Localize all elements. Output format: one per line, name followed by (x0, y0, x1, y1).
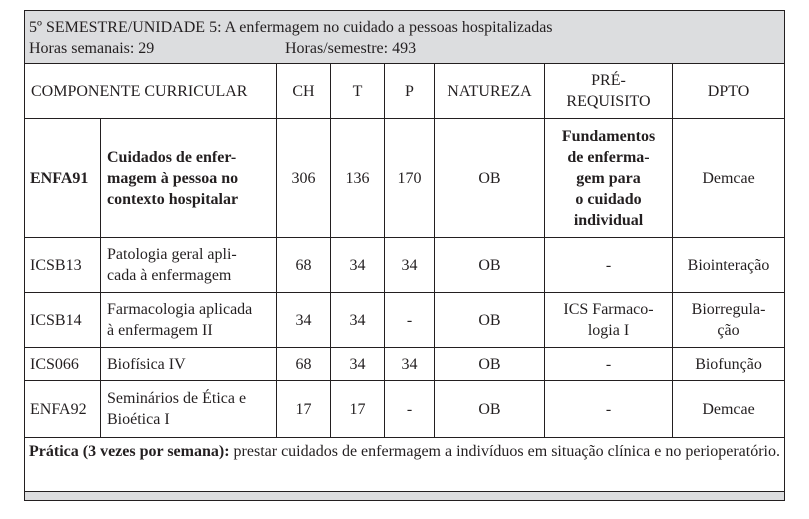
table-row (25, 238, 785, 293)
course-nature: OB (435, 348, 545, 381)
course-name: Cuidados de enfer- magem à pessoa no contexto hospitalar (101, 119, 277, 238)
course-prereq: ICS Farmaco- logia I (545, 293, 673, 348)
course-p: - (385, 381, 435, 438)
course-code: ICSB13 (25, 238, 101, 293)
practice-text: prestar cuidados de enfermagem a indivíduos em situação clínica e no perioperatório. (229, 443, 780, 460)
practice-row (25, 438, 785, 492)
hours-line (29, 38, 780, 59)
curriculum-table (24, 10, 785, 501)
table-row (25, 293, 785, 348)
course-name: Biofísica IV (101, 348, 277, 381)
course-dept: Biofunção (673, 348, 785, 381)
course-t: 34 (331, 293, 385, 348)
course-code: ENFA92 (25, 381, 101, 438)
col-prereq (545, 64, 673, 119)
course-code: ICS066 (25, 348, 101, 381)
course-dept: Biorregula- ção (673, 293, 785, 348)
footer-strip (25, 492, 785, 501)
column-header-row (25, 64, 785, 119)
course-ch: 17 (277, 381, 331, 438)
table-row (25, 119, 785, 238)
course-prereq: Fundamentos de enferma- gem para o cuidado individual (545, 119, 673, 238)
col-nature: NATUREZA (435, 64, 545, 119)
course-code: ENFA91 (25, 119, 101, 238)
semester-title: 5º SEMESTRE/UNIDADE 5: A enfermagem no cuidado a pessoas hospitalizadas (29, 19, 553, 36)
course-t: 34 (331, 348, 385, 381)
course-prereq: - (545, 348, 673, 381)
course-dept: Demcae (673, 381, 785, 438)
col-ch: CH (277, 64, 331, 119)
course-ch: 306 (277, 119, 331, 238)
course-dept: Biointeração (673, 238, 785, 293)
col-t: T (331, 64, 385, 119)
course-p: 34 (385, 238, 435, 293)
course-p: 34 (385, 348, 435, 381)
practice-note (25, 438, 785, 492)
col-dept: DPTO (673, 64, 785, 119)
course-dept: Demcae (673, 119, 785, 238)
course-p: 170 (385, 119, 435, 238)
course-nature: OB (435, 119, 545, 238)
table-row (25, 348, 785, 381)
course-ch: 34 (277, 293, 331, 348)
course-prereq: - (545, 238, 673, 293)
course-name: Farmacologia aplicada à enfermagem II (101, 293, 277, 348)
course-name: Patologia geral apli- cada à enfermagem (101, 238, 277, 293)
col-component: COMPONENTE CURRICULAR (25, 64, 277, 119)
course-ch: 68 (277, 348, 331, 381)
course-nature: OB (435, 238, 545, 293)
course-t: 34 (331, 238, 385, 293)
table-row (25, 381, 785, 438)
course-ch: 68 (277, 238, 331, 293)
course-nature: OB (435, 381, 545, 438)
footer-strip-row (25, 492, 785, 501)
semester-hours: Horas/semestre: 493 (285, 40, 417, 57)
weekly-hours: Horas semanais: 29 (29, 40, 155, 57)
course-name: Seminários de Ética e Bioética I (101, 381, 277, 438)
col-prereq-line: PRÉ- (591, 72, 626, 89)
practice-label: Prática (3 vezes por semana): (29, 443, 230, 460)
course-nature: OB (435, 293, 545, 348)
col-prereq-line: REQUISITO (566, 93, 651, 110)
course-p: - (385, 293, 435, 348)
course-code: ICSB14 (25, 293, 101, 348)
col-p: P (385, 64, 435, 119)
semester-header (25, 11, 785, 64)
course-prereq: - (545, 381, 673, 438)
course-t: 136 (331, 119, 385, 238)
course-t: 17 (331, 381, 385, 438)
